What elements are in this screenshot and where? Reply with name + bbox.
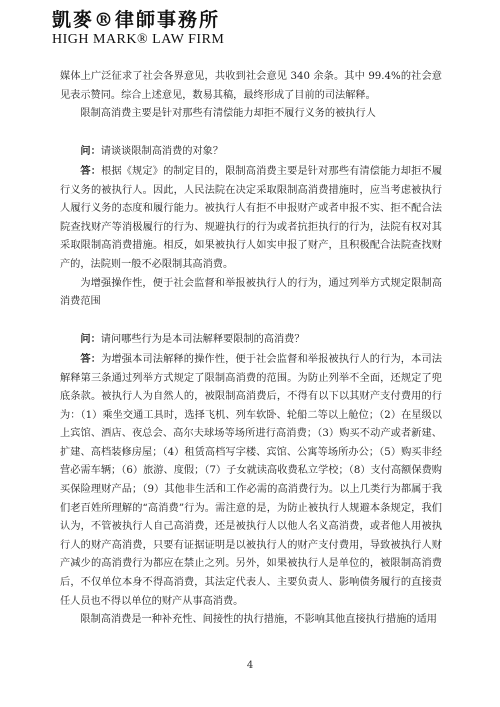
answer-1: [60, 162, 442, 275]
paragraph-3: 为增强操作性，便于社会监督和举报被执行人的行为，通过列举方式规定限制高消费范围: [60, 277, 442, 308]
question-1: [60, 142, 442, 162]
spacer: [60, 124, 442, 143]
question-label: 问：: [80, 145, 101, 158]
firm-logo: [52, 8, 242, 48]
page-number: 4: [246, 660, 254, 671]
question-label: 问：: [80, 333, 101, 346]
logo-chinese: 凱麥®律師事務所: [52, 9, 221, 31]
answer-label: 答：: [80, 352, 102, 365]
paragraph-2: 限制高消费主要是针对那些有清偿能力却拒不履行义务的被执行人: [80, 108, 376, 120]
question-text: 请问哪些行为是本司法解释要限制的高消费？: [100, 334, 305, 346]
question-2: [60, 330, 442, 350]
spacer: [60, 312, 442, 331]
question-text: 请谈谈限制高消费的对象？: [100, 146, 224, 158]
answer-text: 为增强本司法解释的操作性，便于社会监督和举报被执行人的行为，本司法解释第三条通过列举方式规定了限制高消费的范围。为防止列举不全面，还规定了兜底条款。被执行人为自然人的，被限制高消费后，不得有以下以其财产支付费用的行为：（1）乘坐交通工具时，选择飞机、列车软卧、轮船二等以上舱位；（2）在星级以上宾馆、酒店、夜总会、高尔夫球场等场所进行高消费；（3）购买不动产或者新建、扩建、高档装修房屋；（4）租赁高档写字楼、宾馆、公寓等场所办公；（5）购买非经营必需车辆；（6）旅游、度假；（7）子女就读高收费私立学校；（8）支付高额保费购买保险理财产品；（9）其他非生活和工作必需的高消费行为。以上几类行为都属于我们老百姓所理解的“高消费”行为。需注意的是，为防止被执行人规避本条规定，我们认为，不管被执行人自己高消费，还是被执行人以他人名义高消费，或者他人用被执行人的财产高消费，只要有证据证明是以被执行人的财产支付费用，导致被执行人财产减少的高消费行为都应在禁止之列。另外，如果被执行人是单位的，被限制高消费后，不仅单位本身不得高消费，其法定代表人、主要负责人、影响债务履行的直接责任人员也不得以单位的财产从事高消费。: [60, 353, 442, 607]
answer-2: [60, 350, 442, 611]
paragraph-1: 媒体上广泛征求了社会各界意见，共收到社会意见 340 余条。其中 99.4%的社会意见表示赞同。综合上述意见，数易其稿，最终形成了目前的司法解释。: [60, 71, 442, 101]
logo-english: HIGH MARK® LAW FIRM: [52, 32, 225, 47]
answer-text: 根据《规定》的制定目的，限制高消费主要是针对那些有清偿能力却拒不履行义务的被执行人。因此，人民法院在决定采取限制高消费措施时，应当考虑被执行人履行义务的态度和履行能力。被执行人有拒不申报财产或者申报不实、拒不配合法院查找财产等消极履行的行为、规避执行的行为或者抗拒执行的行为，法院有权对其采取限制高消费措施。相反，如果被执行人如实申报了财产，且积极配合法院查找财产的，法院则一般不必限制其高消费。: [60, 165, 442, 270]
answer-label: 答：: [80, 164, 102, 177]
document-body: [60, 68, 442, 630]
paragraph-4: 限制高消费是一种补充性、间接性的执行措施，不影响其他直接执行措施的适用: [80, 614, 437, 626]
